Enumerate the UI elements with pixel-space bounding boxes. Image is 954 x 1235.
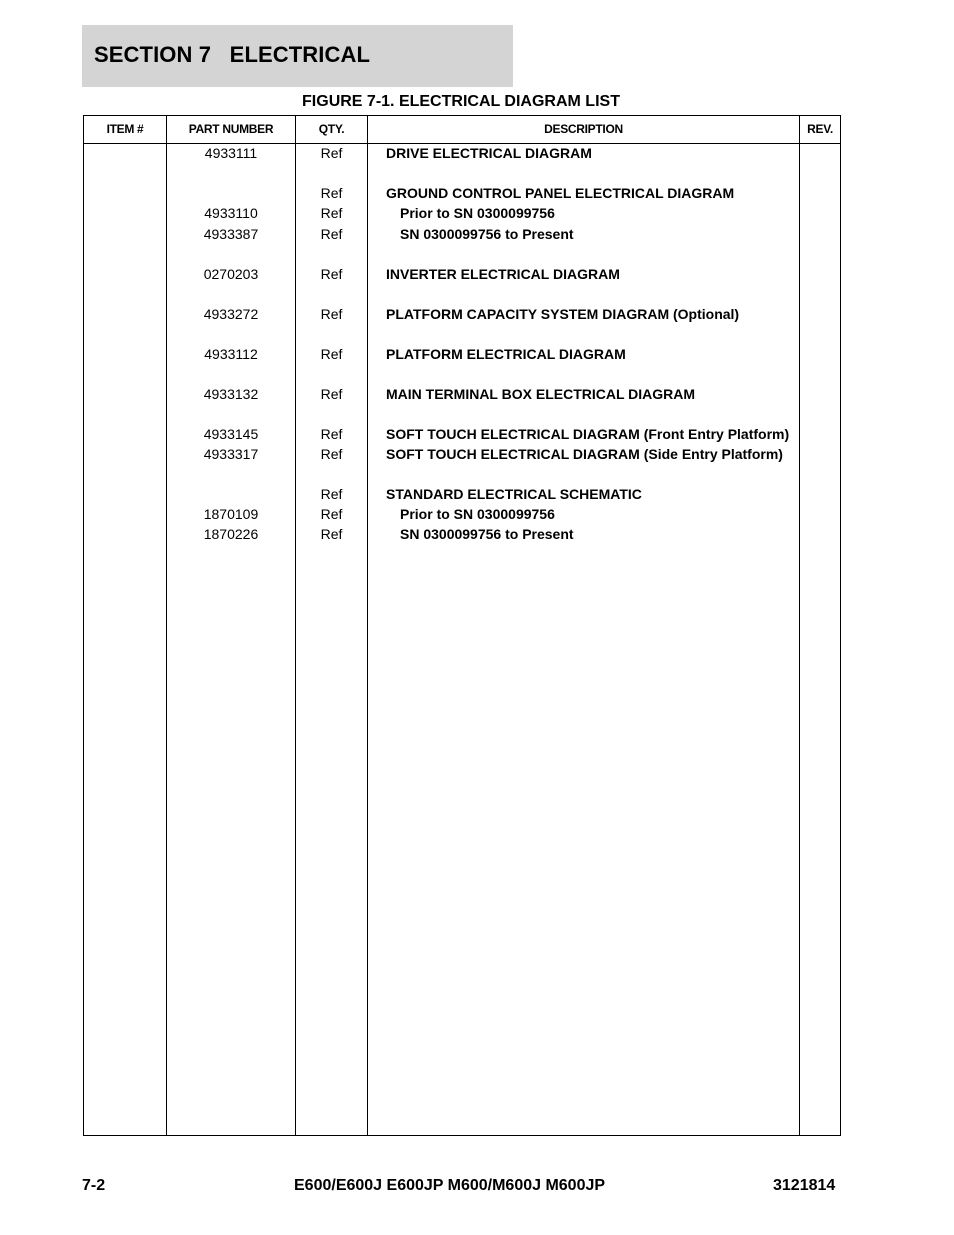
table-row — [84, 345, 840, 365]
header-description: DESCRIPTION — [544, 122, 623, 136]
part-number-cell: 4933317 — [203, 445, 259, 462]
part-number-cell: 4933132 — [203, 385, 259, 402]
qty-cell: Ref — [320, 345, 343, 362]
header-item: ITEM # — [106, 122, 144, 136]
description-cell: STANDARD ELECTRICAL SCHEMATIC — [386, 485, 642, 502]
description-cell: INVERTER ELECTRICAL DIAGRAM — [386, 265, 620, 282]
description-cell: Prior to SN 0300099756 — [400, 205, 555, 222]
qty-cell: Ref — [320, 305, 343, 322]
qty-cell: Ref — [320, 385, 343, 402]
qty-cell: Ref — [320, 145, 343, 161]
description-cell: Prior to SN 0300099756 — [400, 506, 555, 523]
qty-cell: Ref — [320, 184, 343, 201]
table-row — [84, 485, 840, 505]
qty-cell: Ref — [320, 205, 343, 222]
qty-cell: Ref — [320, 225, 343, 242]
qty-cell: Ref — [320, 506, 343, 523]
qty-cell: Ref — [320, 265, 343, 282]
table-row — [84, 385, 840, 405]
document-number: 3121814 — [773, 1177, 836, 1194]
table-row — [84, 144, 840, 164]
page-number: 7-2 — [82, 1177, 106, 1194]
model-list: E600/E600J E600JP M600/M600J M600JP — [294, 1177, 606, 1194]
header-part-number: PART NUMBER — [188, 122, 274, 136]
section-banner — [82, 25, 513, 87]
description-cell: PLATFORM CAPACITY SYSTEM DIAGRAM (Optional) — [386, 305, 740, 322]
part-number-cell: 4933111 — [204, 145, 258, 161]
description-cell: SOFT TOUCH ELECTRICAL DIAGRAM (Front Entry Platform) — [386, 425, 790, 442]
part-number-cell: 4933112 — [204, 345, 258, 362]
table-row — [84, 445, 840, 465]
description-cell: SN 0300099756 to Present — [400, 225, 574, 242]
parts-table — [83, 115, 841, 1136]
table-row — [84, 204, 840, 224]
table-row — [84, 184, 840, 204]
table-body — [84, 144, 840, 546]
description-cell: GROUND CONTROL PANEL ELECTRICAL DIAGRAM — [386, 184, 735, 201]
table-row — [84, 225, 840, 245]
qty-cell: Ref — [320, 425, 343, 442]
part-number-cell: 1870109 — [203, 506, 259, 523]
table-row — [84, 505, 840, 525]
qty-cell: Ref — [320, 485, 343, 502]
table-row — [84, 305, 840, 325]
part-number-cell: 0270203 — [203, 265, 259, 282]
header-rev: REV. — [807, 122, 833, 136]
description-cell: SN 0300099756 to Present — [400, 526, 574, 543]
part-number-cell: 1870226 — [203, 526, 259, 543]
description-cell: MAIN TERMINAL BOX ELECTRICAL DIAGRAM — [386, 385, 696, 402]
header-qty: QTY. — [318, 122, 345, 136]
figure-title: FIGURE 7-1. ELECTRICAL DIAGRAM LIST — [302, 93, 620, 110]
table-row — [84, 425, 840, 445]
qty-cell: Ref — [320, 445, 343, 462]
part-number-cell: 4933110 — [204, 205, 258, 222]
part-number-cell: 4933145 — [203, 425, 259, 442]
table-row — [84, 265, 840, 285]
qty-cell: Ref — [320, 526, 343, 543]
part-number-cell: 4933272 — [203, 305, 259, 322]
description-cell: PLATFORM ELECTRICAL DIAGRAM — [386, 345, 626, 362]
description-cell: SOFT TOUCH ELECTRICAL DIAGRAM (Side Entry Platform) — [386, 445, 783, 462]
part-number-cell: 4933387 — [203, 225, 259, 242]
section-title: SECTION 7 ELECTRICAL — [94, 42, 370, 67]
description-cell: DRIVE ELECTRICAL DIAGRAM — [386, 145, 592, 161]
table-row — [84, 525, 840, 545]
